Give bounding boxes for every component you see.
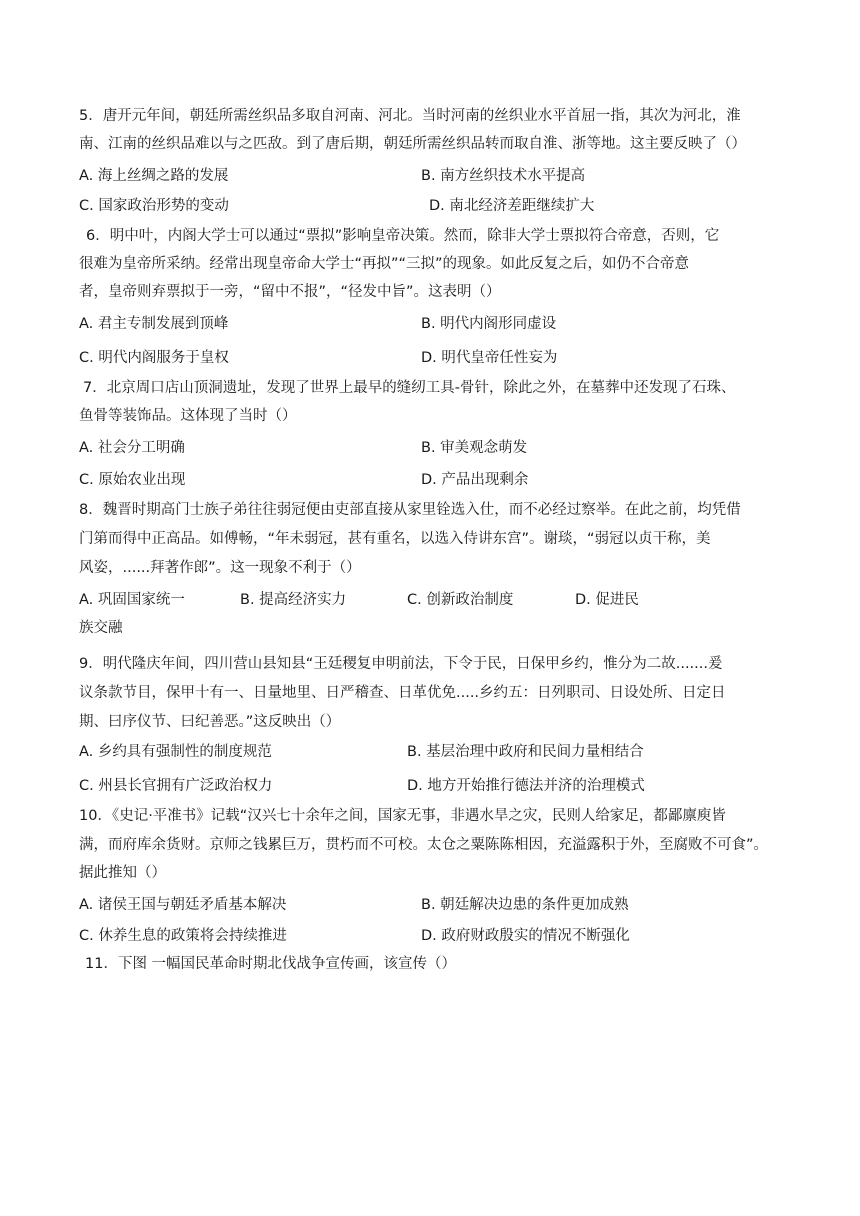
option-c: C. 明代内阁服务于皇权: [79, 350, 229, 366]
question-stem-line: 8．魏晋时期高门士族子弟往往弱冠便由吏部直接从家里铨选入仕，而不必经过察举。在此之前，均凭借: [79, 502, 741, 518]
option-d: D. 产品出现剩余: [421, 472, 529, 488]
question-stem-line: 议条款节目，保甲十有一、日量地里、日严稽查、日革优免.....乡约五：日列职司、日设处所、日定日: [79, 685, 726, 701]
question-stem-line: 满，而府库余货财。京师之钱累巨万，贯朽而不可校。太仓之粟陈陈相因，充溢露积于外，至腐败不可食”。: [79, 837, 769, 853]
option-c: C. 国家政治形势的变动: [79, 198, 229, 214]
question-stem-line: 10．《史记·平准书》记载“汉兴七十余年之间，国家无事，非遇水旱之灾，民则人给家足，都鄙廪庾皆: [79, 808, 726, 824]
question-stem-line: 门第而得中正高品。如傅畅，“年未弱冠，甚有重名，以选入侍讲东宫”。谢琰，“弱冠以贞干称，美: [79, 531, 711, 547]
question-stem-line: 据此推知（）: [79, 865, 166, 881]
question-stem-line: 很难为皇帝所采纳。经常出现皇帝命大学士“再拟”“三拟”的现象。如此反复之后，如仍不合帝意: [79, 256, 690, 272]
option-c: C. 原始农业出现: [79, 472, 186, 488]
option-d: D. 促进民: [575, 592, 639, 608]
option-b: B. 提高经济实力: [240, 592, 347, 608]
option-b: B. 基层治理中政府和民间力量相结合: [407, 744, 644, 760]
option-a: A. 诸侯王国与朝廷矛盾基本解决: [79, 897, 287, 913]
option-d: D. 南北经济差距继续扩大: [429, 198, 595, 214]
option-d: D. 政府财政殷实的情况不断强化: [421, 928, 630, 944]
option-b: B. 审美观念萌发: [421, 440, 528, 456]
question-stem-line: 6．明中叶，内阁大学士可以通过“票拟”影响皇帝决策。然而，除非大学士票拟符合帝意，否则，它: [86, 228, 720, 244]
option-d: D. 明代皇帝任性妄为: [421, 350, 558, 366]
option-a: A. 君主专制发展到顶峰: [79, 316, 229, 332]
option-a: A. 社会分工明确: [79, 440, 185, 456]
option-d-wrap: 族交融: [79, 620, 123, 636]
option-a: A. 海上丝绸之路的发展: [79, 168, 229, 184]
option-b: B. 朝廷解决边患的条件更加成熟: [421, 897, 629, 913]
option-a: A. 巩固国家统一: [79, 592, 185, 608]
option-a: A. 乡约具有强制性的制度规范: [79, 744, 272, 760]
option-d: D. 地方开始推行德法并济的治理模式: [407, 778, 645, 794]
question-stem-line: 期、曰序仪节、曰纪善恶。”这反映出（）: [79, 714, 341, 730]
question-stem-line: 鱼骨等装饰品。这体现了当时（）: [79, 408, 297, 424]
question-stem-line: 11．下图 一幅国民革命时期北伐战争宣传画，该宣传（）: [85, 956, 457, 972]
option-b: B. 明代内阁形同虚设: [421, 316, 557, 332]
option-b: B. 南方丝织技术水平提高: [421, 168, 586, 184]
question-stem-line: 者，皇帝则弃票拟于一旁，“留中不报”，“径发中旨”。这表明（）: [79, 284, 501, 300]
option-c: C. 州县长官拥有广泛政治权力: [79, 778, 273, 794]
question-stem-line: 7．北京周口店山顶洞遗址，发现了世界上最早的缝纫工具-骨针，除此之外，在墓葬中还发现了石珠、: [83, 380, 736, 396]
question-stem-line: 南、江南的丝织品难以与之匹敌。到了唐后期，朝廷所需丝织品转而取自淮、浙等地。这主要反映了（）: [79, 136, 746, 152]
question-stem-line: 9．明代隆庆年间，四川营山县知县“王廷稷复申明前法，下令于民，日保甲乡约，惟分为二故.......爰: [79, 656, 723, 672]
question-stem-line: 风姿，......拜著作郎”。这一现象不利于（）: [79, 560, 361, 576]
option-c: C. 休养生息的政策将会持续推进: [79, 928, 287, 944]
option-c: C. 创新政治制度: [407, 592, 514, 608]
question-stem-line: 5．唐开元年间，朝廷所需丝织品多取自河南、河北。当时河南的丝织业水平首屈一指，其次为河北，淮: [79, 108, 741, 124]
